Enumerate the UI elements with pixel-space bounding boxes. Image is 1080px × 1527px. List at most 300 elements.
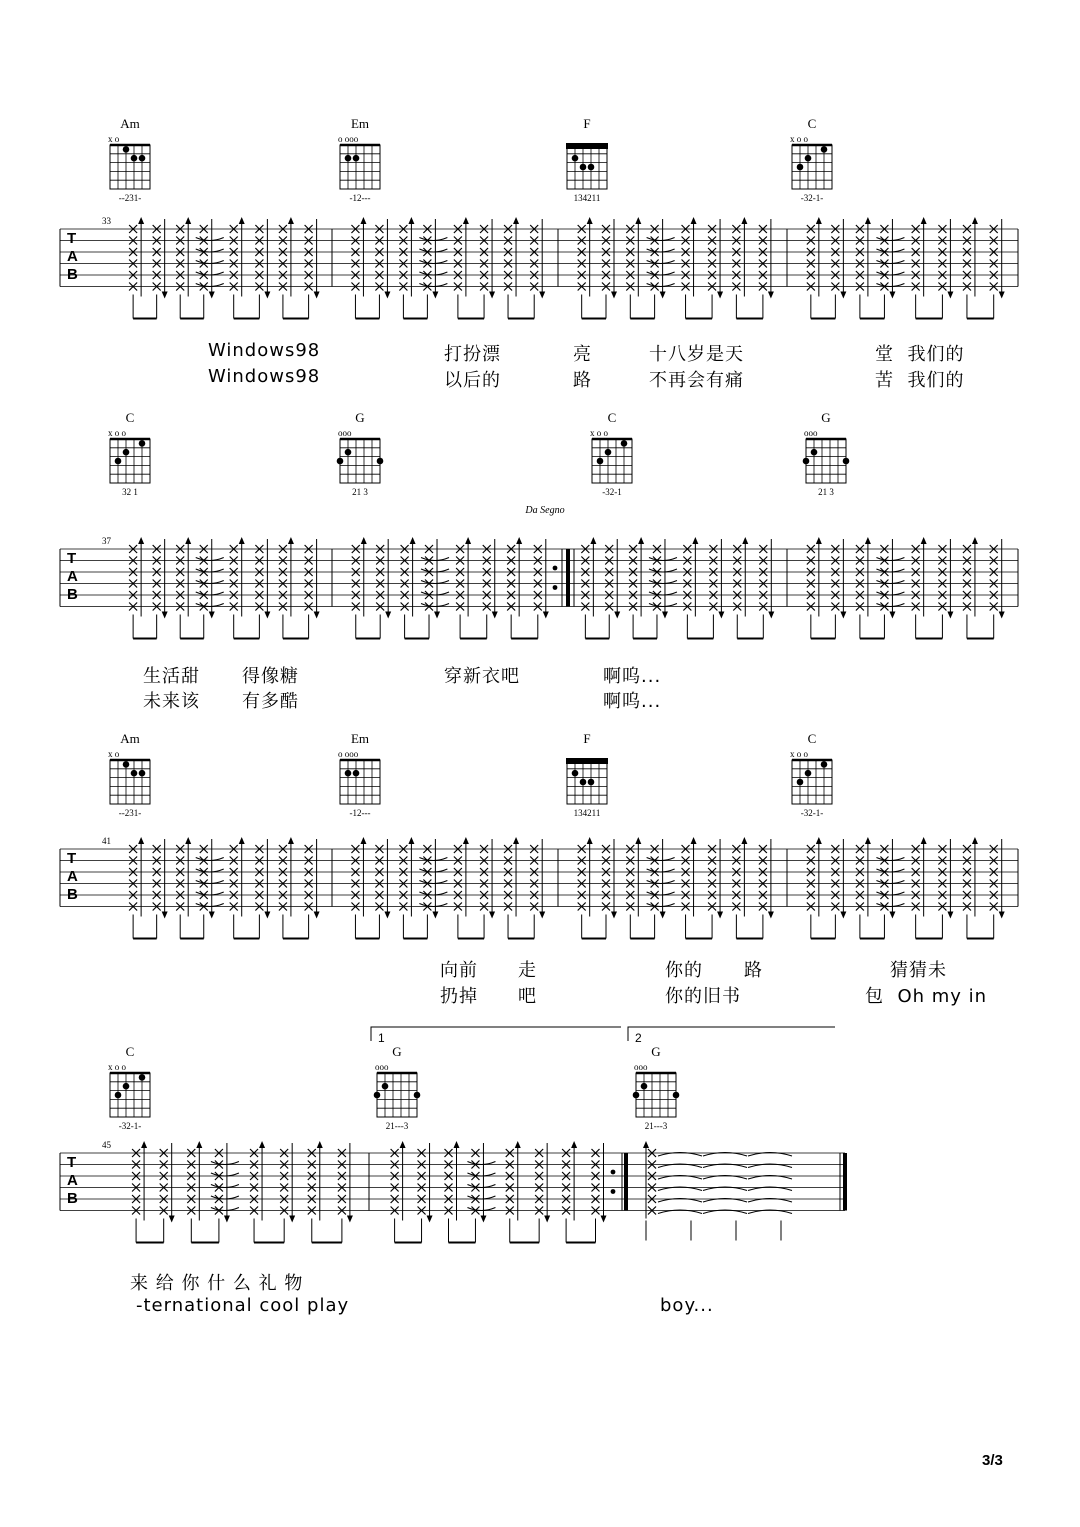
tie-arc: [876, 581, 904, 584]
chord-grid: [567, 145, 607, 189]
tie-arc: [647, 284, 675, 287]
lyric-text: 亮: [573, 344, 592, 365]
finger-dot: [641, 1083, 648, 1090]
strum-head-down: [768, 292, 774, 299]
strum-head-up: [816, 217, 822, 224]
chord-fingering: -12---: [349, 193, 371, 203]
lyric-text: 打扮漂: [444, 344, 501, 365]
strum-head-up: [185, 837, 191, 844]
finger-dot: [588, 164, 595, 171]
tab-clef: A: [67, 868, 78, 885]
strum-head-up: [288, 537, 294, 544]
chord-name: Em: [350, 731, 370, 746]
tie-arc: [876, 569, 904, 572]
strum-head-up: [921, 837, 927, 844]
tie-arc: [419, 881, 447, 884]
lyric-text: 不再会有痛: [649, 370, 744, 391]
strum-head-up: [587, 217, 593, 224]
finger-dot: [353, 155, 360, 162]
measure-number: 33: [102, 216, 111, 226]
tie-arc: [196, 881, 224, 884]
finger-dot: [572, 155, 579, 162]
strum-head-up: [972, 537, 978, 544]
tie-arc: [211, 1185, 239, 1188]
tie-arc: [647, 892, 675, 895]
finger-dot: [797, 164, 804, 171]
finger-dot: [345, 449, 352, 456]
finger-dot: [811, 449, 818, 456]
lyric-text: 十八岁是天: [649, 344, 744, 365]
strum-head-down: [947, 612, 953, 619]
finger-dot: [139, 770, 146, 777]
open-muted-markers: x o: [108, 749, 120, 759]
strum-head-up: [691, 217, 697, 224]
chord-grid: [567, 760, 607, 804]
strum-head-down: [314, 292, 320, 299]
tie-arc: [647, 238, 675, 241]
tie-arc: [649, 569, 677, 572]
strum-head-up: [196, 1141, 202, 1148]
tie-arc: [419, 284, 447, 287]
strum-head-up: [288, 837, 294, 844]
strum-head-down: [840, 612, 846, 619]
open-muted-markers: x o: [108, 134, 120, 144]
repeat-thick-bar: [624, 1153, 628, 1211]
tab-clef: A: [67, 248, 78, 265]
tie-arc: [419, 858, 447, 861]
strum-head-down: [480, 1216, 486, 1223]
strum-head-up: [360, 837, 366, 844]
finger-dot: [805, 155, 812, 162]
tie-arc: [647, 261, 675, 264]
chord-fingering: -32-1-: [800, 193, 824, 203]
strum-head-up: [515, 1141, 521, 1148]
tie-arc: [876, 249, 904, 252]
open-muted-markers: x o o: [108, 428, 126, 438]
chord-fingering: --231-: [118, 193, 142, 203]
tie-arc: [421, 592, 449, 595]
tie-arc: [649, 592, 677, 595]
tie-arc: [196, 261, 224, 264]
finger-dot: [605, 449, 612, 456]
strum-head-down: [432, 292, 438, 299]
strum-head-up: [972, 217, 978, 224]
tie-arc: [876, 592, 904, 595]
strum-head-up: [691, 837, 697, 844]
lyric-text: 堂 我们的: [875, 344, 965, 365]
chord-diagram: [803, 410, 850, 497]
strum-head-up: [571, 1141, 577, 1148]
tie-arc: [419, 249, 447, 252]
finger-dot: [374, 1092, 381, 1099]
tie-arc: [211, 1208, 239, 1211]
chord-name: C: [125, 1044, 135, 1059]
strum-head-down: [162, 292, 168, 299]
chord-fingering: --231-: [118, 808, 142, 818]
open-muted-markers: o ooo: [338, 749, 359, 759]
lyric-text: 扔掉: [440, 986, 478, 1007]
strum-head-up: [141, 1141, 147, 1148]
tie-arc: [647, 904, 675, 907]
strum-head-down: [717, 292, 723, 299]
chord-name: Am: [120, 731, 140, 746]
chord-name: F: [583, 116, 591, 131]
tab-clef: T: [67, 850, 77, 867]
strum-head-down: [162, 912, 168, 919]
finger-dot: [588, 779, 595, 786]
chord-fingering: 134211: [573, 193, 601, 203]
tie-arc: [649, 604, 677, 607]
tie-arc: [419, 272, 447, 275]
strum-head-up: [816, 537, 822, 544]
strum-head-down: [489, 292, 495, 299]
volta-bracket: [371, 1027, 621, 1041]
strum-head-down: [768, 912, 774, 919]
strum-head-up: [741, 837, 747, 844]
strum-head-down: [999, 292, 1005, 299]
chord-grid: [636, 1073, 676, 1117]
chord-diagram: [108, 1044, 150, 1131]
finger-dot: [139, 440, 146, 447]
strum-head-up: [463, 217, 469, 224]
strum-head-down: [162, 612, 168, 619]
tie-arc: [196, 272, 224, 275]
tie-arc: [419, 261, 447, 264]
strum-head-down: [543, 612, 549, 619]
open-muted-markers: ooo: [804, 428, 818, 438]
finger-dot: [843, 458, 850, 465]
tie-arc: [196, 569, 224, 572]
tie-arc: [647, 249, 675, 252]
tie-arc: [647, 272, 675, 275]
strum-head-up: [239, 537, 245, 544]
repeat-thick-bar: [566, 549, 570, 607]
tie-arc: [211, 1196, 239, 1199]
tie-arc: [421, 604, 449, 607]
tie-arc: [211, 1162, 239, 1165]
chord-fingering: 21 3: [352, 487, 368, 497]
strum-head-down: [434, 612, 440, 619]
chord-fingering: 21 3: [818, 487, 834, 497]
strum-head-down: [544, 1216, 550, 1223]
chord-name: G: [355, 410, 365, 425]
tie-arc: [876, 261, 904, 264]
finger-dot: [123, 449, 130, 456]
strum-head-down: [209, 612, 215, 619]
strum-head-up: [239, 217, 245, 224]
strum-head-down: [432, 912, 438, 919]
chord-diagram: [338, 116, 380, 203]
lyric-text: 生活甜: [143, 666, 200, 687]
chord-grid: [110, 760, 150, 804]
chord-fingering: -32-1-: [800, 808, 824, 818]
strum-head-down: [999, 612, 1005, 619]
measure-number: 37: [102, 536, 111, 546]
volta-number: 1: [378, 1031, 385, 1045]
tab-system: [60, 505, 1018, 639]
strum-head-down: [539, 912, 545, 919]
tie-arc: [196, 558, 224, 561]
strum-head-down: [717, 912, 723, 919]
strum-head-up: [408, 837, 414, 844]
finger-dot: [345, 155, 352, 162]
strum-head-up: [921, 537, 927, 544]
strum-head-down: [384, 912, 390, 919]
chord-fingering: 21---3: [385, 1121, 409, 1131]
chord-grid: [377, 1073, 417, 1117]
tab-clef: A: [67, 568, 78, 585]
tie-arc: [196, 284, 224, 287]
strum-head-down: [660, 292, 666, 299]
tab-clef: T: [67, 550, 77, 567]
chord-name: F: [583, 731, 591, 746]
strum-head-up: [865, 837, 871, 844]
strum-head-down: [314, 612, 320, 619]
lyric-text: Windows98: [208, 340, 321, 361]
tie-arc: [419, 904, 447, 907]
page-number: 3/3: [982, 1452, 1003, 1469]
tie-arc: [196, 592, 224, 595]
chord-name: C: [607, 410, 617, 425]
finger-dot: [673, 1092, 680, 1099]
open-muted-markers: x o o: [108, 1062, 126, 1072]
chord-name: C: [807, 731, 817, 746]
strum-head-up: [259, 1141, 265, 1148]
strum-head-up: [643, 1141, 649, 1148]
lyric-text: 路: [744, 960, 763, 981]
strum-head-up: [635, 837, 641, 844]
measure-number: 41: [102, 836, 111, 846]
chord-name: C: [807, 116, 817, 131]
tie-arc: [467, 1173, 495, 1176]
chord-diagram: [374, 1044, 421, 1131]
strum-head-up: [865, 217, 871, 224]
strum-head-down: [264, 912, 270, 919]
strum-head-up: [972, 837, 978, 844]
final-barline: [843, 1153, 847, 1211]
open-muted-markers: ooo: [375, 1062, 389, 1072]
strum-head-down: [840, 292, 846, 299]
lyric-text: boy...: [660, 1295, 714, 1316]
strum-head-up: [239, 837, 245, 844]
finger-dot: [597, 458, 604, 465]
strum-head-up: [692, 537, 698, 544]
finger-dot: [353, 770, 360, 777]
strum-head-down: [660, 912, 666, 919]
finger-dot: [139, 1074, 146, 1081]
open-muted-markers: ooo: [634, 1062, 648, 1072]
strum-head-up: [185, 217, 191, 224]
tie-arc: [647, 881, 675, 884]
strum-head-up: [288, 217, 294, 224]
strum-head-up: [317, 1141, 323, 1148]
finger-dot: [805, 770, 812, 777]
chord-fingering: -32-1-: [118, 1121, 142, 1131]
strum-head-down: [264, 612, 270, 619]
tie-arc: [421, 558, 449, 561]
strum-head-up: [185, 537, 191, 544]
volta-number: 2: [635, 1031, 642, 1045]
strum-head-down: [889, 912, 895, 919]
finger-dot: [803, 458, 810, 465]
tie-arc: [876, 892, 904, 895]
chord-grid: [110, 145, 150, 189]
chord-grid: [340, 760, 380, 804]
tie-arc: [647, 869, 675, 872]
chord-diagram: [108, 410, 150, 497]
volta-bracket: [628, 1027, 835, 1041]
tie-arc: [419, 892, 447, 895]
chord-fingering: 134211: [573, 808, 601, 818]
strum-head-up: [741, 217, 747, 224]
strum-head-up: [400, 1141, 406, 1148]
strum-head-down: [492, 612, 498, 619]
tie-arc: [876, 272, 904, 275]
strum-head-up: [635, 217, 641, 224]
chord-name: Am: [120, 116, 140, 131]
strum-head-up: [410, 537, 416, 544]
finger-dot: [345, 770, 352, 777]
lyric-text: -ternational cool play: [136, 1295, 350, 1316]
strum-head-down: [384, 292, 390, 299]
strum-head-up: [408, 217, 414, 224]
lyric-text: 穿新衣吧: [444, 666, 520, 687]
lyric-text: 苦 我们的: [875, 370, 965, 391]
chord-diagram: [108, 731, 150, 818]
finger-dot: [123, 146, 130, 153]
tie-arc: [876, 238, 904, 241]
finger-dot: [123, 1083, 130, 1090]
lyric-text: 路: [573, 370, 592, 391]
finger-dot: [572, 770, 579, 777]
repeat-dot: [553, 585, 558, 590]
strum-head-up: [587, 837, 593, 844]
chord-diagram: [590, 410, 632, 497]
strum-head-down: [209, 292, 215, 299]
chord-diagram: [337, 410, 384, 497]
chord-fingering: 21---3: [644, 1121, 668, 1131]
lyric-text: 啊呜...: [603, 691, 662, 712]
strum-head-up: [513, 837, 519, 844]
tie-arc: [419, 238, 447, 241]
strum-head-down: [889, 612, 895, 619]
tab-system: [60, 216, 1018, 319]
lyric-text: 以后的: [444, 370, 501, 391]
finger-dot: [821, 146, 828, 153]
finger-dot: [580, 779, 587, 786]
strum-head-up: [921, 217, 927, 224]
chord-diagram: [633, 1044, 680, 1131]
chord-diagram: [790, 731, 832, 818]
tie-arc: [196, 869, 224, 872]
strum-head-up: [865, 537, 871, 544]
strum-head-up: [816, 837, 822, 844]
lyric-text: 猜猜未: [890, 960, 947, 981]
strum-head-up: [638, 537, 644, 544]
chord-name: Em: [350, 116, 370, 131]
finger-dot: [797, 779, 804, 786]
lyric-text: 向前: [440, 960, 478, 981]
lyric-text: 有多酷: [242, 691, 299, 712]
finger-dot: [580, 164, 587, 171]
chord-fingering: -32-1: [602, 487, 622, 497]
strum-head-down: [427, 1216, 433, 1223]
finger-dot: [621, 440, 628, 447]
chord-diagram: [566, 731, 608, 818]
finger-dot: [821, 761, 828, 768]
tie-arc: [876, 284, 904, 287]
open-muted-markers: x o o: [590, 428, 608, 438]
strum-head-down: [289, 1216, 295, 1223]
strum-head-down: [224, 1216, 230, 1223]
strum-head-down: [614, 612, 620, 619]
chord-name: G: [651, 1044, 661, 1059]
lyric-text: 你的旧书: [665, 986, 741, 1007]
lyric-text: 得像糖: [242, 666, 299, 687]
chord-grid: [806, 439, 846, 483]
finger-dot: [414, 1092, 421, 1099]
tab-clef: B: [67, 266, 78, 283]
finger-dot: [131, 770, 138, 777]
strum-head-up: [360, 217, 366, 224]
lyric-text: 未来该: [143, 691, 200, 712]
strum-head-down: [947, 912, 953, 919]
strum-head-down: [489, 912, 495, 919]
tie-arc: [211, 1173, 239, 1176]
da-segno: Da Segno: [525, 505, 565, 516]
open-muted-markers: x o o: [790, 134, 808, 144]
tie-arc: [876, 558, 904, 561]
chord-name: G: [392, 1044, 402, 1059]
chord-name: G: [821, 410, 831, 425]
chord-diagram: [108, 116, 150, 203]
lyric-text: 你的: [665, 960, 703, 981]
finger-dot: [123, 761, 130, 768]
open-muted-markers: x o o: [790, 749, 808, 759]
finger-dot: [115, 458, 122, 465]
chord-diagram: [790, 116, 832, 203]
finger-dot: [633, 1092, 640, 1099]
strum-head-up: [361, 537, 367, 544]
open-muted-markers: o ooo: [338, 134, 359, 144]
strum-head-down: [347, 1216, 353, 1223]
strum-head-down: [999, 912, 1005, 919]
tab-clef: B: [67, 886, 78, 903]
strum-head-down: [169, 1216, 175, 1223]
repeat-dot: [611, 1170, 616, 1175]
finger-dot: [131, 155, 138, 162]
strum-head-down: [840, 912, 846, 919]
tie-arc: [467, 1208, 495, 1211]
tie-arc: [467, 1185, 495, 1188]
tie-arc: [876, 881, 904, 884]
repeat-dot: [553, 566, 558, 571]
strum-head-down: [611, 912, 617, 919]
strum-head-down: [601, 1216, 607, 1223]
tie-arc: [467, 1162, 495, 1165]
barre: [566, 758, 608, 764]
strum-head-down: [889, 292, 895, 299]
strum-head-down: [662, 612, 668, 619]
tie-arc: [421, 581, 449, 584]
lyric-text: 啊呜...: [603, 666, 662, 687]
tie-arc: [196, 238, 224, 241]
strum-head-up: [742, 537, 748, 544]
open-muted-markers: ooo: [338, 428, 352, 438]
tie-arc: [419, 869, 447, 872]
tie-arc: [196, 581, 224, 584]
chord-fingering: -12---: [349, 808, 371, 818]
